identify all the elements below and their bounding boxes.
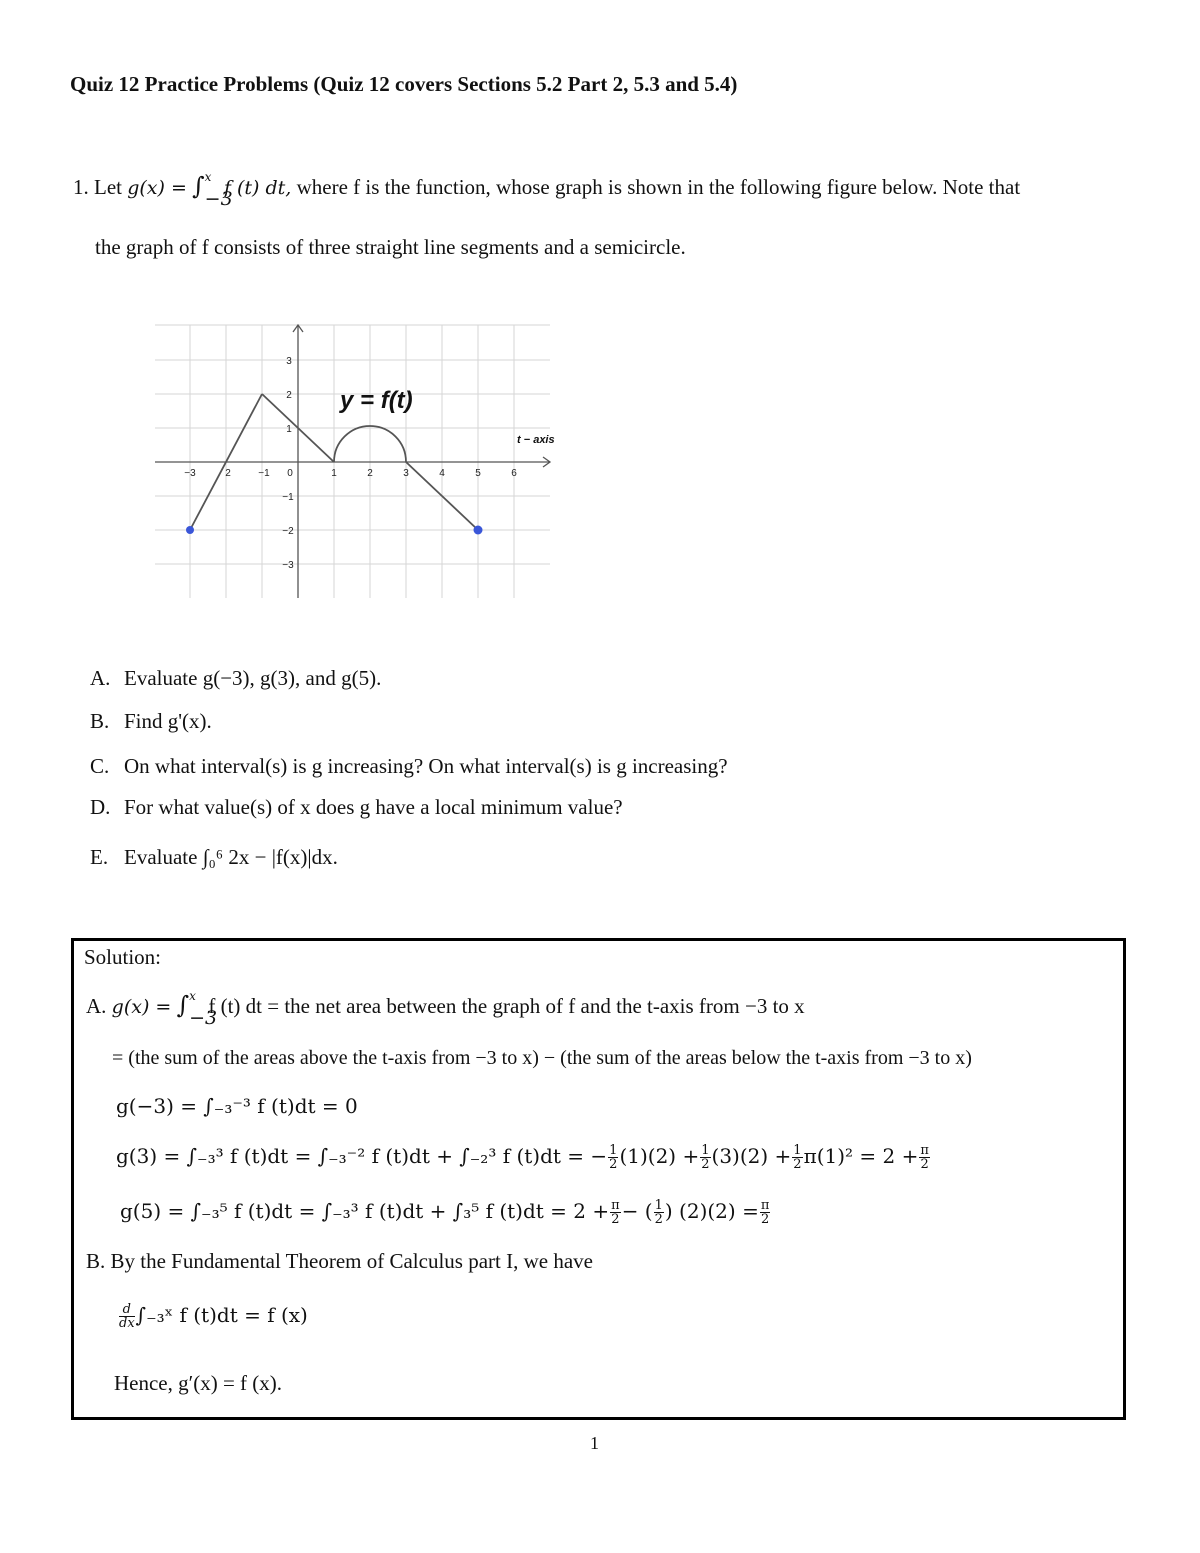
x-tick: 1 [331,468,337,479]
question-text: Evaluate ∫₀⁶ 2x − |f(x)|dx. [124,845,338,869]
frac-den: 2 [793,1157,802,1172]
page-title: Quiz 12 Practice Problems (Quiz 12 covers Sections 5.2 Part 2, 5.3 and 5.4) [70,72,738,96]
frac-num: d [119,1303,135,1317]
ftc-rest: ∫₋₃ˣ f (t)dt = f (x) [135,1303,308,1327]
frac-den: 2 [760,1212,770,1227]
solution-a-rest: f (t) dt = the net area between the graph of f and the t-axis from −3 to x [208,994,805,1018]
integral-limits [204,170,233,211]
lower-limit: −3 [189,1007,218,1030]
g-of-x: g(x) = [111,996,172,1018]
upper-limit: x [189,989,196,1004]
g-of-x: g(x) = [127,177,187,199]
question-label: D. [90,795,111,819]
x-tick: 0 [287,468,293,479]
y-tick: −1 [282,492,294,503]
question-d [90,795,623,820]
function-graph [150,320,580,605]
question-text: Find g'(x). [124,709,212,733]
frac-num: π [920,1143,929,1158]
x-tick: −1 [258,468,270,479]
hence-line: Hence, g′(x) = f (x). [114,1371,283,1395]
frac-num: π [760,1198,770,1213]
y-tick: 3 [286,356,292,367]
question-text: On what interval(s) is g increasing? On what interval(s) is g increasing? [124,754,728,778]
question-a [90,666,381,691]
eq2-left: g(3) = ∫₋₃³ f (t)dt = ∫₋₃⁻² f (t)dt + ∫₋₂³ f (t)dt = − [116,1144,608,1168]
x-tick: 5 [475,468,481,479]
fraction-half [792,1144,802,1171]
function-label: y = f(t) [340,387,413,414]
lower-limit: −3 [204,188,233,211]
frac-den: 2 [609,1157,618,1172]
solution-box [71,938,1126,1420]
frac-den: 2 [701,1157,710,1172]
solution-b-line: B. By the Fundamental Theorem of Calculus part I, we have [86,1249,593,1273]
question-label: C. [90,754,110,778]
question-label: E. [90,845,109,869]
frac-den: 2 [920,1157,929,1172]
x-tick: 6 [511,468,517,479]
frac-num: 1 [654,1198,663,1213]
fraction-d-dx [119,1303,135,1330]
solution-a-label: A. [86,994,107,1018]
eq2-mid3: π(1)² = 2 + [803,1144,919,1168]
frac-den: 2 [611,1212,620,1227]
problem-intro [73,170,1021,211]
y-tick: 2 [286,390,292,401]
y-tick-labels [282,356,294,571]
fraction-half [700,1144,710,1171]
eq3-mid: − ( [621,1199,653,1223]
integral-sign: ∫ [192,172,205,200]
y-tick: 1 [286,424,292,435]
x-tick: −3 [184,468,196,479]
ftc-equation [118,1303,308,1330]
frac-num: 1 [609,1143,618,1158]
solution-a-line2: = (the sum of the areas above the t-axis from −3 to x) − (the sum of the areas below the t-axis from −3 to x) [112,1047,972,1069]
x-tick-labels [184,468,517,479]
equation-g-3 [116,1144,931,1171]
fraction-pi-half [610,1199,621,1226]
question-text: For what value(s) of x does g have a local minimum value? [124,795,623,819]
upper-limit: x [204,170,212,185]
equation-g-5 [120,1199,771,1226]
integral-sign: ∫ [176,991,190,1019]
question-label: A. [90,666,111,690]
frac-num: 1 [793,1143,802,1158]
frac-den: dx [119,1316,135,1331]
question-label: B. [90,709,110,733]
x-tick: 2 [367,468,373,479]
solution-a-line1 [86,989,805,1030]
x-tick: 3 [403,468,409,479]
fraction-half [654,1199,664,1226]
y-tick: −2 [282,526,294,537]
question-c [90,754,728,779]
fraction-half [608,1144,618,1171]
endpoint-left [186,526,194,534]
problem-number: 1. Let [73,175,122,199]
frac-den: 2 [654,1212,663,1227]
y-tick: −3 [282,560,294,571]
endpoint-right [474,526,483,535]
question-e [90,845,338,870]
integral-limits [189,989,218,1030]
frac-num: π [611,1198,620,1213]
eq2-mid1: (1)(2) + [619,1144,700,1168]
question-text: Evaluate g(−3), g(3), and g(5). [124,666,382,690]
eq3-mid2: ) (2)(2) = [664,1199,759,1223]
intro-rest: where f is the function, whose graph is shown in the following figure below. Note that [296,175,1021,199]
problem-line2: the graph of f consists of three straight line segments and a semicircle. [95,235,686,259]
x-tick: 4 [439,468,445,479]
axes [155,325,550,598]
fraction-pi-half [760,1199,771,1226]
eq2-mid2: (3)(2) + [711,1144,792,1168]
x-tick: 2 [225,468,231,479]
t-axis-label: t − axis [517,434,555,446]
integrand: f (t) dt, [223,177,292,199]
question-b [90,709,212,734]
solution-heading: Solution: [84,945,162,969]
equation-g-minus-3: g(−3) = ∫₋₃⁻³ f (t)dt = 0 [116,1094,358,1118]
fraction-pi-half [919,1144,930,1171]
eq3-left: g(5) = ∫₋₃⁵ f (t)dt = ∫₋₃³ f (t)dt + ∫₃⁵ f (t)dt = 2 + [120,1199,610,1223]
page-number: 1 [590,1433,599,1453]
frac-num: 1 [701,1143,710,1158]
